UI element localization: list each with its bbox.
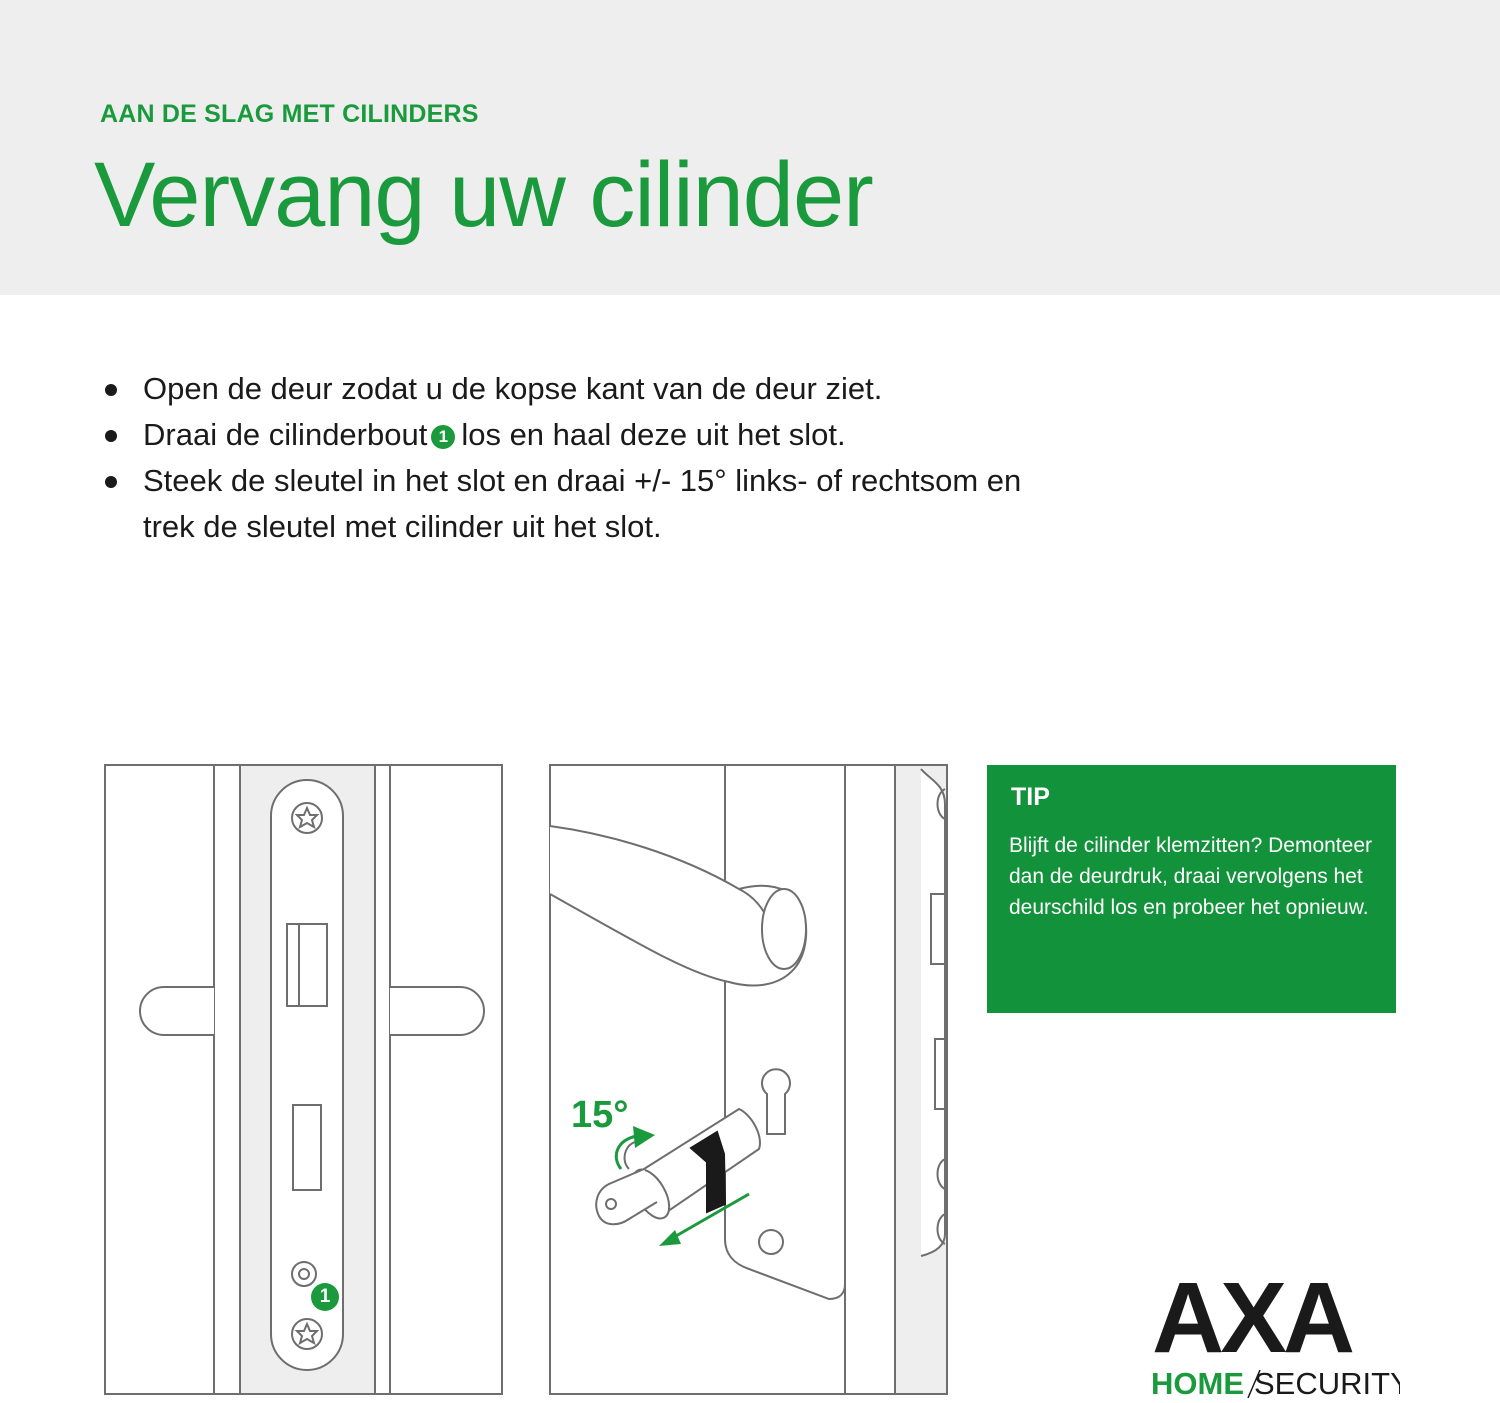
step-number-badge: 1: [431, 425, 455, 449]
step-text: los en haal deze uit het slot.: [461, 417, 846, 452]
cylinder-removal-illustration: [549, 764, 949, 1396]
page-title: Vervang uw cilinder: [94, 144, 873, 246]
logo-line2: SECURITY: [1254, 1366, 1400, 1400]
callout-label: 1: [319, 1286, 331, 1307]
logo-line1: HOME: [1151, 1366, 1244, 1400]
step-text: Steek de sleutel in het slot en draai +/- 15° links- of rechtsom en trek de sleutel met cilinder uit het slot.: [143, 463, 1022, 544]
instruction-list: [100, 366, 1060, 550]
step-text: Draai de cilinderbout: [143, 417, 428, 452]
axa-logo: [1150, 1270, 1400, 1400]
lock-faceplate-illustration: [104, 764, 504, 1396]
rotate-arrow-icon: [549, 764, 949, 1396]
tip-box: [987, 765, 1396, 1013]
bullet-icon: [105, 384, 117, 396]
bullet-icon: [105, 430, 117, 442]
tip-text: Blijft de cilinder klemzitten? Demonteer dan de deurdruk, draai vervolgens het deurschild los en probeer het opnieuw.: [1009, 834, 1372, 919]
tip-title: TIP: [1011, 783, 1050, 811]
list-item: [100, 366, 1060, 412]
step-text: Open de deur zodat u de kopse kant van de deur ziet.: [143, 371, 883, 406]
list-item: [100, 458, 1060, 550]
section-kicker: AAN DE SLAG MET CILINDERS: [100, 100, 479, 128]
logo-brand: AXA: [1152, 1270, 1352, 1374]
list-item: [100, 412, 1060, 458]
header-band: [0, 0, 1500, 295]
bullet-icon: [105, 476, 117, 488]
angle-label: 15°: [571, 1094, 629, 1136]
